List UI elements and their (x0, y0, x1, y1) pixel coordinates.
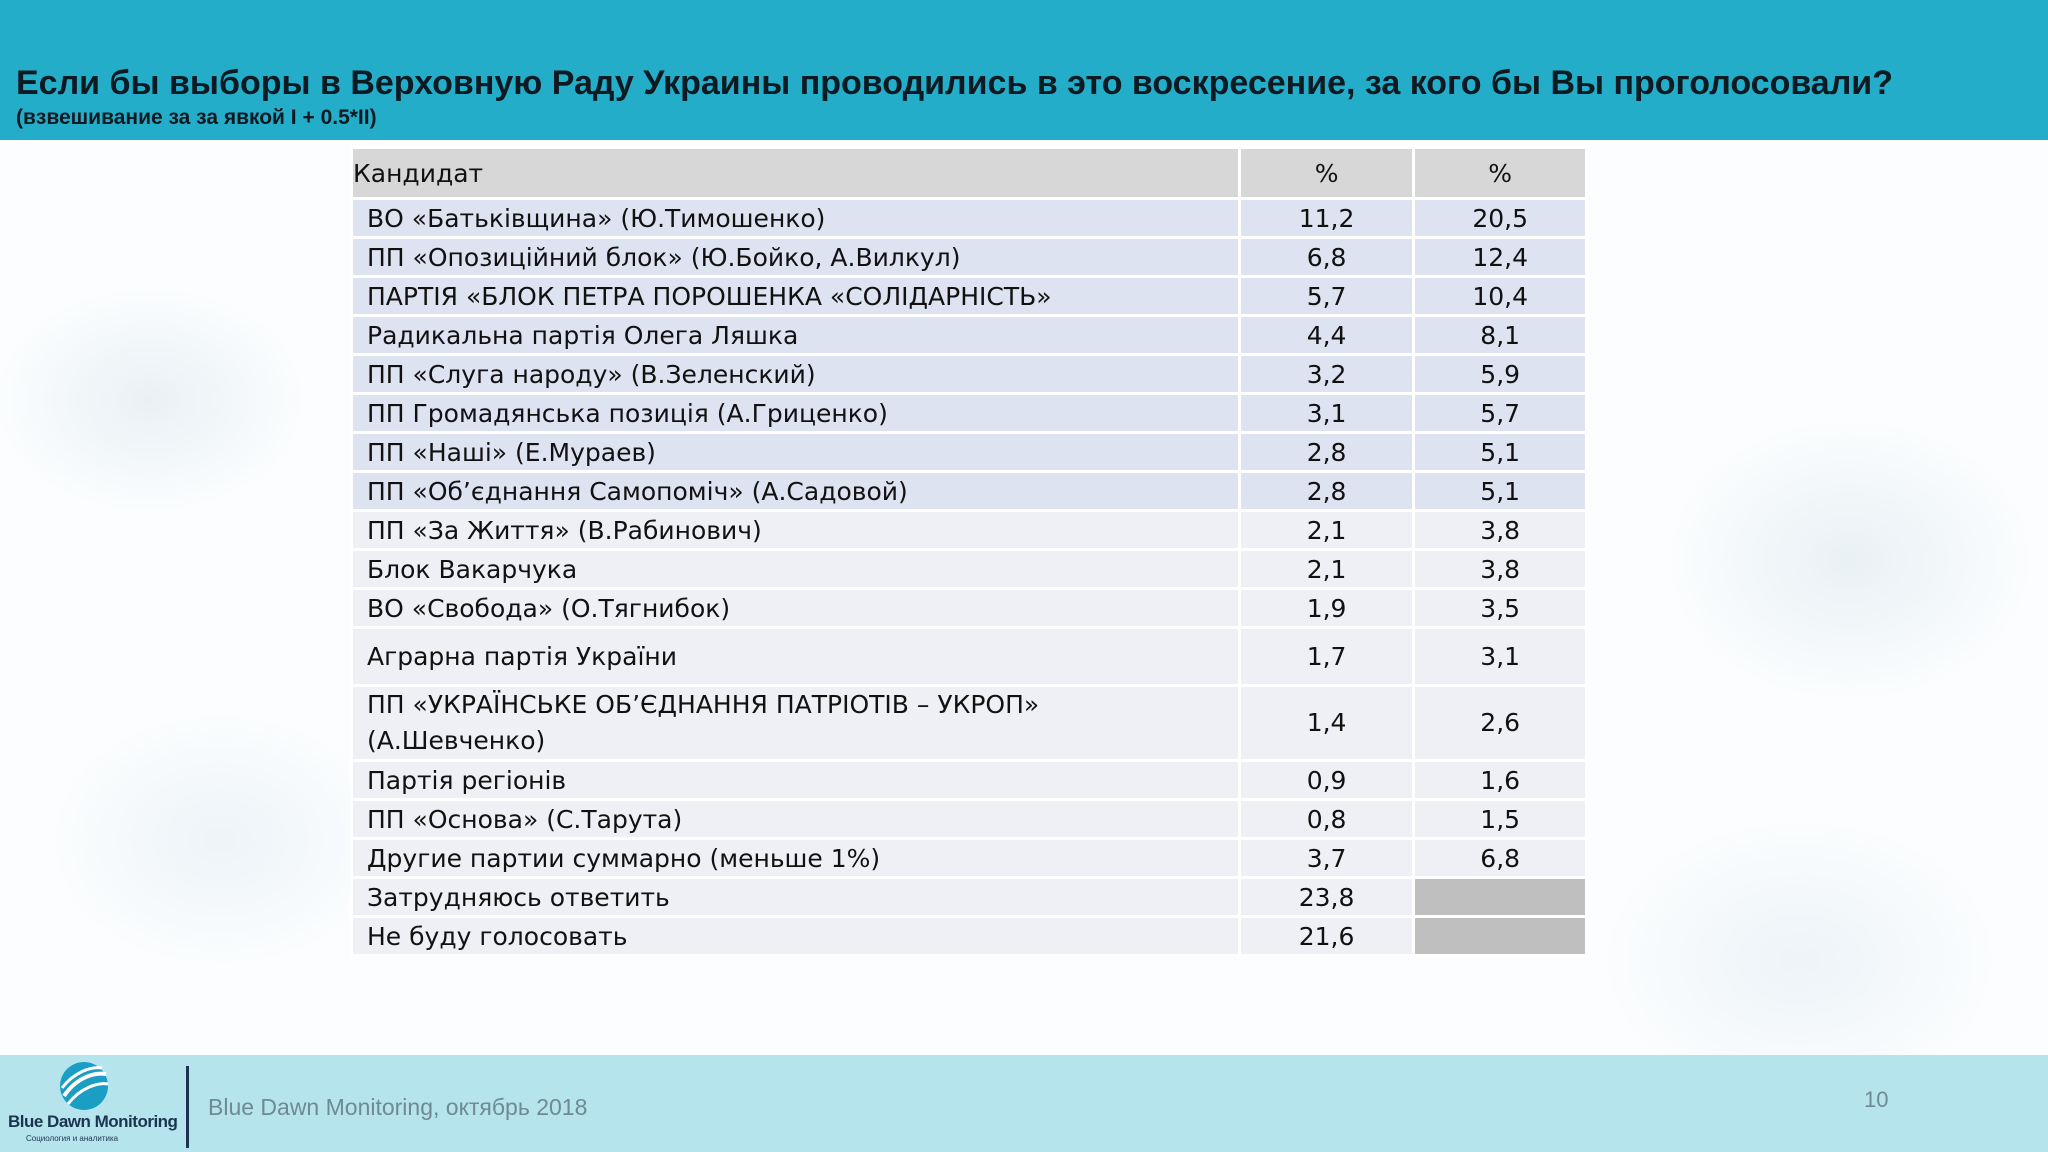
table-row (352, 589, 1587, 628)
percent-decided: 5,1 (1414, 472, 1587, 511)
table-row (352, 511, 1587, 550)
percent-decided: 3,5 (1414, 589, 1587, 628)
percent-decided: 3,8 (1414, 550, 1587, 589)
party-name: Другие партии суммарно (меньше 1%) (352, 839, 1240, 878)
percent-all: 5,7 (1239, 277, 1414, 316)
table-row (352, 800, 1587, 839)
party-name: ПП «За Життя» (В.Рабинович) (352, 511, 1240, 550)
percent-all: 6,8 (1239, 238, 1414, 277)
percent-all: 4,4 (1239, 316, 1414, 355)
percent-all: 23,8 (1239, 878, 1414, 917)
percent-decided: 5,7 (1414, 394, 1587, 433)
percent-decided: 3,8 (1414, 511, 1587, 550)
percent-decided: 3,1 (1414, 628, 1587, 686)
party-name: Затрудняюсь ответить (352, 878, 1240, 917)
party-name: ВО «Свобода» (О.Тягнибок) (352, 589, 1240, 628)
percent-all: 2,8 (1239, 472, 1414, 511)
results-table (350, 146, 1588, 957)
percent-all: 0,8 (1239, 800, 1414, 839)
table-row (352, 686, 1587, 761)
table-row (352, 839, 1587, 878)
party-name-cell (352, 686, 1240, 761)
source-text: Blue Dawn Monitoring, октябрь 2018 (208, 1094, 588, 1120)
percent-all: 2,8 (1239, 433, 1414, 472)
column-header-candidate: Кандидат (352, 148, 1240, 199)
percent-decided: 6,8 (1414, 839, 1587, 878)
percent-all: 1,9 (1239, 589, 1414, 628)
table-row (352, 316, 1587, 355)
percent-all: 3,2 (1239, 355, 1414, 394)
percent-decided: 1,6 (1414, 761, 1587, 800)
page-title: Если бы выборы в Верховную Раду Украины проводились в это воскресение, за кого бы Вы проголосовали? (16, 64, 1893, 102)
party-name: ПП «Основа» (С.Тарута) (352, 800, 1240, 839)
table-header-row (352, 148, 1587, 199)
percent-decided: 1,5 (1414, 800, 1587, 839)
percent-all: 3,1 (1239, 394, 1414, 433)
party-name: Не буду голосовать (352, 917, 1240, 956)
table-row (352, 761, 1587, 800)
party-name: ПАРТІЯ «БЛОК ПЕТРА ПОРОШЕНКА «СОЛІДАРНІСТЬ» (352, 277, 1240, 316)
percent-decided: 10,4 (1414, 277, 1587, 316)
percent-all: 11,2 (1239, 199, 1414, 238)
table-row (352, 394, 1587, 433)
table-row (352, 238, 1587, 277)
table-row (352, 472, 1587, 511)
percent-all: 21,6 (1239, 917, 1414, 956)
party-name-continued: (А.Шевченко) (367, 726, 546, 755)
table-row (352, 355, 1587, 394)
party-name: ВО «Батьківщина» (Ю.Тимошенко) (352, 199, 1240, 238)
page-subtitle: (взвешивание за за явкой I + 0.5*II) (16, 106, 377, 129)
table-row (352, 878, 1587, 917)
party-name: ПП «Об’єднання Самопоміч» (А.Садовой) (352, 472, 1240, 511)
percent-all: 0,9 (1239, 761, 1414, 800)
column-header-percent-1: % (1239, 148, 1414, 199)
percent-all: 2,1 (1239, 550, 1414, 589)
party-name: ПП «Слуга народу» (В.Зеленский) (352, 355, 1240, 394)
party-name: Блок Вакарчука (352, 550, 1240, 589)
percent-decided: 5,1 (1414, 433, 1587, 472)
percent-all: 2,1 (1239, 511, 1414, 550)
table-row (352, 199, 1587, 238)
table-row (352, 628, 1587, 686)
header-bar (0, 0, 2048, 140)
party-name: ПП «Наші» (Е.Мураев) (352, 433, 1240, 472)
empty-cell (1414, 917, 1587, 956)
percent-decided: 5,9 (1414, 355, 1587, 394)
table-row (352, 433, 1587, 472)
empty-cell (1414, 878, 1587, 917)
percent-decided: 2,6 (1414, 686, 1587, 761)
percent-decided: 20,5 (1414, 199, 1587, 238)
table-row (352, 917, 1587, 956)
logo-text: Blue Dawn Monitoring (8, 1112, 178, 1131)
percent-all: 1,4 (1239, 686, 1414, 761)
percent-decided: 12,4 (1414, 238, 1587, 277)
percent-all: 1,7 (1239, 628, 1414, 686)
page-number: 10 (1864, 1087, 1889, 1112)
table-row (352, 550, 1587, 589)
footer-divider (186, 1066, 189, 1148)
party-name: Партія регіонів (352, 761, 1240, 800)
party-name: ПП «УКРАЇНСЬКЕ ОБ’ЄДНАННЯ ПАТРІОТІВ – УКРОП» (367, 690, 1040, 719)
logo-subtext: Социология и аналитика (26, 1134, 119, 1143)
party-name: ПП Громадянська позиція (А.Гриценко) (352, 394, 1240, 433)
party-name: Радикальна партія Олега Ляшка (352, 316, 1240, 355)
table-row (352, 277, 1587, 316)
column-header-percent-2: % (1414, 148, 1587, 199)
percent-decided: 8,1 (1414, 316, 1587, 355)
percent-all: 3,7 (1239, 839, 1414, 878)
party-name: Аграрна партія України (352, 628, 1240, 686)
party-name: ПП «Опозиційний блок» (Ю.Бойко, А.Вилкул) (352, 238, 1240, 277)
